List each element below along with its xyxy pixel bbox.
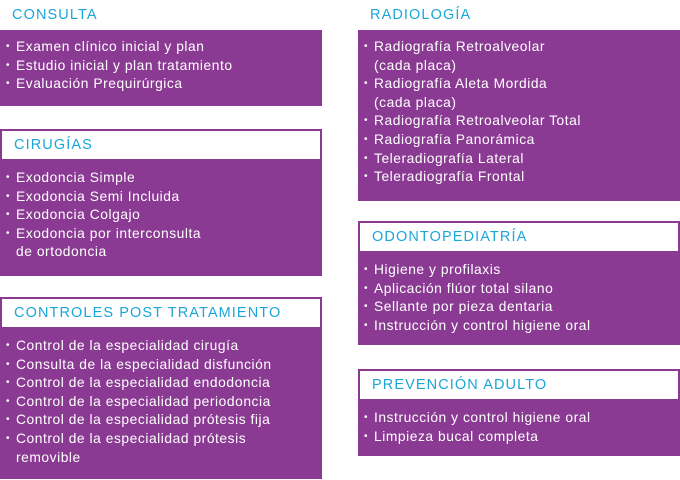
item-label: Radiografía Aleta Mordida — [374, 76, 548, 92]
bullet-icon: • — [6, 358, 11, 370]
bullet-icon: • — [364, 412, 369, 423]
section-title-consulta: CONSULTA — [0, 0, 322, 30]
bullet-icon: • — [6, 78, 11, 90]
list-item — [364, 428, 672, 447]
section-title-prevencion: PREVENCIÓN ADULTO — [358, 369, 680, 399]
list-item-continuation — [364, 57, 672, 76]
list-item — [364, 409, 672, 428]
item-label: removible — [16, 449, 81, 465]
bullet-icon: • — [6, 209, 11, 221]
list-item — [364, 168, 672, 187]
list-item — [6, 374, 314, 393]
bullet-icon: • — [364, 152, 369, 164]
list-item — [6, 411, 314, 430]
bullet-icon: • — [6, 41, 11, 52]
item-label: de ortodoncia — [16, 244, 107, 260]
bullet-icon: • — [6, 227, 11, 239]
bullet-icon: • — [364, 282, 369, 294]
bullet-icon: • — [6, 377, 11, 389]
bullet-icon: • — [364, 319, 369, 331]
service-list-odontopediatria — [364, 261, 672, 335]
bullet-icon: • — [364, 171, 369, 183]
service-list-cirugias — [6, 169, 314, 262]
item-label: (cada placa) — [374, 94, 457, 110]
item-label: Control de la especialidad prótesis — [16, 430, 247, 446]
bullet-icon: • — [6, 340, 11, 351]
item-label: Sellante por pieza dentaria — [374, 299, 553, 315]
section-consulta — [0, 0, 322, 106]
item-label: Control de la especialidad endodoncia — [16, 375, 271, 391]
bullet-icon: • — [364, 133, 369, 145]
item-label: Instrucción y control higiene oral — [374, 410, 591, 425]
list-item — [6, 38, 314, 57]
list-item — [364, 317, 672, 336]
item-label: Radiografía Panorámica — [374, 131, 535, 147]
bullet-icon: • — [6, 395, 11, 407]
section-odontopediatria — [358, 221, 680, 345]
item-label: Control de la especialidad cirugía — [16, 338, 239, 353]
list-item — [364, 280, 672, 299]
list-item-continuation — [6, 243, 314, 262]
section-title-controles: CONTROLES POST TRATAMIENTO — [0, 297, 322, 327]
item-label: Control de la especialidad periodoncia — [16, 393, 271, 409]
item-label: Limpieza bucal completa — [374, 428, 539, 444]
bullet-icon: • — [6, 59, 11, 71]
list-item — [364, 298, 672, 317]
item-label: Examen clínico inicial y plan — [16, 39, 205, 54]
list-item — [6, 225, 314, 244]
list-item — [6, 57, 314, 76]
section-title-radiologia: RADIOLOGÍA — [358, 0, 680, 30]
bullet-icon: • — [6, 432, 11, 444]
list-item — [364, 112, 672, 131]
item-label: Exodoncia Simple — [16, 170, 136, 185]
list-item — [364, 75, 672, 94]
bullet-icon: • — [364, 301, 369, 313]
section-panel-prevencion — [358, 399, 680, 456]
item-label: Teleradiografía Frontal — [374, 169, 525, 185]
item-label: Consulta de la especialidad disfunción — [16, 356, 272, 372]
item-label: Exodoncia Colgajo — [16, 207, 141, 223]
section-panel-controles — [0, 327, 322, 479]
item-label: Instrucción y control higiene oral — [374, 317, 591, 333]
list-item — [6, 356, 314, 375]
item-label: Exodoncia por interconsulta — [16, 225, 202, 241]
item-label: Exodoncia Semi Incluida — [16, 188, 180, 204]
list-item — [6, 169, 314, 188]
list-item — [6, 188, 314, 207]
bullet-icon: • — [364, 78, 369, 90]
item-label: Radiografía Retroalveolar — [374, 39, 545, 54]
list-item — [364, 261, 672, 280]
bullet-icon: • — [6, 414, 11, 426]
service-list-controles — [6, 337, 314, 467]
list-item — [364, 150, 672, 169]
service-list-consulta — [6, 38, 314, 94]
list-item — [6, 206, 314, 225]
list-item — [364, 131, 672, 150]
section-cirugias — [0, 129, 322, 276]
item-label: Teleradiografía Lateral — [374, 150, 524, 166]
list-item-continuation — [6, 449, 314, 468]
bullet-icon: • — [6, 190, 11, 202]
section-controles-post-tratamiento — [0, 297, 322, 479]
item-label: Estudio inicial y plan tratamiento — [16, 57, 233, 73]
item-label: Control de la especialidad prótesis fija — [16, 412, 271, 428]
list-item — [6, 75, 314, 94]
bullet-icon: • — [364, 41, 369, 52]
list-item — [6, 393, 314, 412]
section-prevencion-adulto — [358, 369, 680, 456]
item-label: Aplicación flúor total silano — [374, 280, 554, 296]
section-radiologia — [358, 0, 680, 201]
list-item — [6, 337, 314, 356]
item-label: Higiene y profilaxis — [374, 262, 501, 277]
service-list-radiologia — [364, 38, 672, 187]
section-title-odontopediatria: ODONTOPEDIATRÍA — [358, 221, 680, 251]
service-list-prevencion — [364, 409, 672, 446]
bullet-icon: • — [6, 172, 11, 183]
item-label: Evaluación Prequirúrgica — [16, 76, 183, 92]
item-label: (cada placa) — [374, 57, 457, 73]
section-panel-radiologia — [358, 30, 680, 201]
section-title-cirugias: CIRUGÍAS — [0, 129, 322, 159]
section-panel-odontopediatria — [358, 251, 680, 345]
list-item — [6, 430, 314, 449]
list-item — [364, 38, 672, 57]
section-panel-consulta — [0, 30, 322, 106]
bullet-icon: • — [364, 115, 369, 127]
section-panel-cirugias — [0, 159, 322, 276]
bullet-icon: • — [364, 264, 369, 275]
list-item-continuation — [364, 94, 672, 113]
item-label: Radiografía Retroalveolar Total — [374, 113, 581, 129]
bullet-icon: • — [364, 430, 369, 442]
